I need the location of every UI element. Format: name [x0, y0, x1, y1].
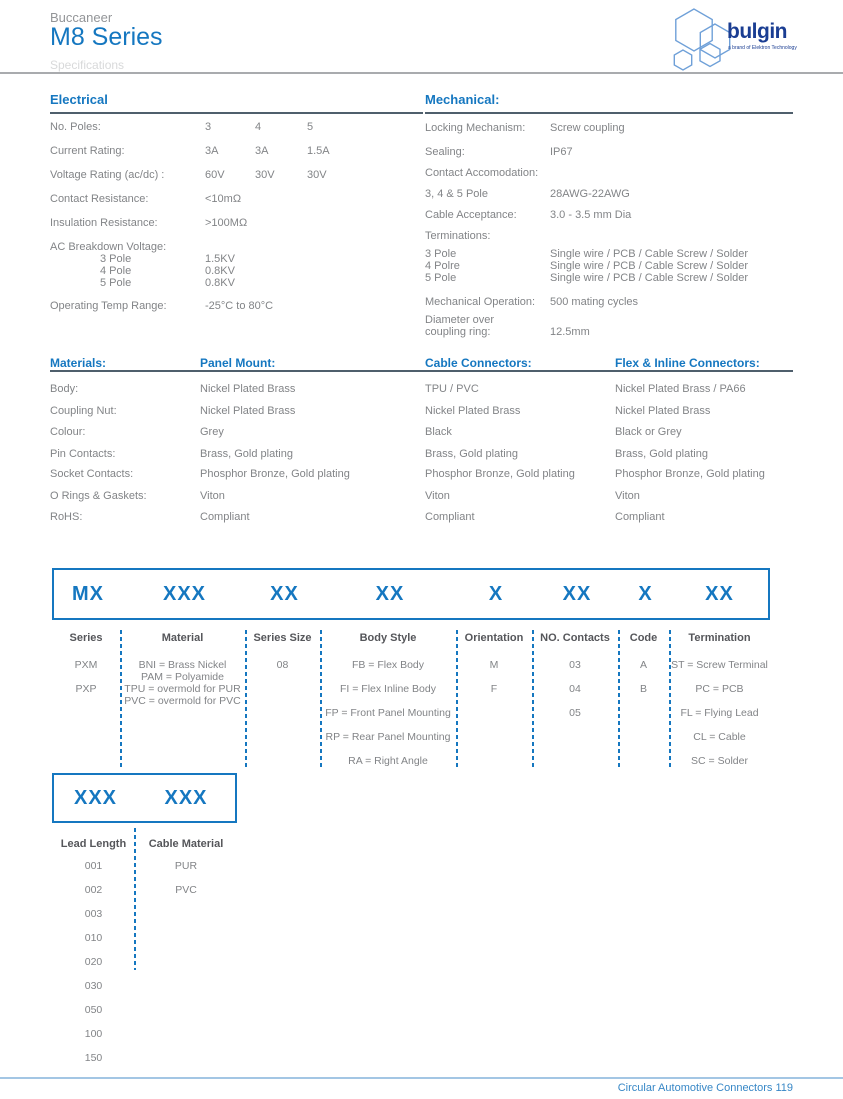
pn-option: PVC = overmold for PVC [124, 695, 241, 707]
page-title: M8 Series [50, 23, 163, 51]
cell: Nickel Plated Brass [615, 405, 711, 417]
materials-rule [50, 370, 793, 372]
pn-option: SC = Solder [691, 755, 748, 767]
spec-value: 5 [307, 121, 314, 133]
spec-row [425, 272, 793, 284]
spec-label: coupling ring: [425, 326, 491, 338]
electrical-title: Electrical [50, 92, 423, 114]
bulgin-logo [663, 4, 808, 70]
spec-row [425, 146, 793, 158]
spec-row [425, 188, 793, 200]
spec-value: 30V [255, 169, 275, 181]
pn-option: M [489, 659, 499, 671]
spec-row [50, 169, 423, 181]
materials-header: Materials: [50, 356, 107, 370]
pn-option: 04 [569, 683, 581, 695]
spec-value: 0.8KV [205, 277, 235, 289]
spec-label: Diameter over [425, 314, 495, 326]
cable-connectors-header: Cable Connectors: [425, 356, 532, 370]
spec-row [425, 296, 793, 308]
pn-column-header: Orientation [464, 632, 524, 644]
spec-value: 500 mating cycles [550, 296, 639, 308]
pn-code: XX [270, 583, 299, 605]
pn-column-series [52, 630, 120, 768]
cell: Viton [200, 490, 225, 502]
row-label: Socket Contacts: [50, 468, 134, 480]
lead-option: 020 [84, 956, 103, 968]
spec-row [50, 145, 423, 157]
pn-column-material [120, 630, 245, 768]
spec-row [50, 300, 423, 312]
logo-tagline: a brand of Elektron Technology [728, 45, 797, 51]
part-number-legend [52, 630, 770, 768]
spec-row [50, 121, 423, 133]
spec-row [425, 260, 793, 272]
pn-option: 05 [569, 707, 581, 719]
row-label: Colour: [50, 426, 86, 438]
lead-option: 002 [84, 884, 103, 896]
row-label: O Rings & Gaskets: [50, 490, 147, 502]
pn-code: X [488, 583, 504, 605]
spec-value: 1.5A [307, 145, 330, 157]
spec-value: 3 [205, 121, 212, 133]
spec-label: 3 Pole [100, 253, 132, 265]
spec-value: 60V [205, 169, 225, 181]
cell: Grey [200, 426, 224, 438]
pn-code: XX [562, 583, 592, 605]
lead-code: XXX [164, 787, 208, 809]
cell: Compliant [425, 511, 475, 523]
lead-length-box [52, 773, 237, 823]
spec-row [50, 265, 473, 277]
footer-page-label: Circular Automotive Connectors 119 [617, 1082, 793, 1094]
cell: Nickel Plated Brass / PA66 [615, 383, 746, 395]
pn-column-series-size [245, 630, 320, 768]
electrical-section [50, 92, 423, 332]
pn-code: MX [72, 583, 104, 605]
pn-column-termination [669, 630, 770, 768]
spec-label: 3 Pole [425, 248, 457, 260]
cell: TPU / PVC [425, 383, 479, 395]
spec-value: >100MΩ [205, 217, 248, 229]
pn-option: PXM [74, 659, 98, 671]
cable-material-header: Cable Material [148, 838, 224, 850]
cell: Nickel Plated Brass [200, 405, 296, 417]
lead-length-legend [52, 828, 237, 1068]
spec-value: Single wire / PCB / Cable Screw / Solder [550, 248, 749, 260]
spec-row [50, 217, 423, 229]
spec-row [425, 248, 793, 260]
spec-value: -25°C to 80°C [205, 300, 274, 312]
pn-column-code [618, 630, 669, 768]
row-label: Pin Contacts: [50, 448, 116, 460]
part-number-box [52, 568, 770, 620]
cell: Compliant [615, 511, 665, 523]
row-label: Coupling Nut: [50, 405, 117, 417]
spec-label: No. Poles: [50, 121, 101, 133]
spec-row [50, 253, 473, 265]
lead-option: 150 [84, 1052, 103, 1064]
spec-row [425, 314, 793, 326]
pn-option: BNI = Brass Nickel [138, 659, 227, 671]
pn-column-orientation [456, 630, 532, 768]
spec-label: Voltage Rating (ac/dc) : [50, 169, 165, 181]
pn-code: X [638, 583, 653, 605]
header-rule [0, 72, 843, 74]
cell: Black or Grey [615, 426, 682, 438]
flex-inline-header: Flex & Inline Connectors: [615, 356, 760, 370]
spec-row [50, 241, 423, 253]
spec-label: Current Rating: [50, 145, 125, 157]
pn-column-header: Series [69, 632, 103, 644]
pn-column-header: Code [629, 632, 658, 644]
cell: Phosphor Bronze, Gold plating [200, 468, 350, 480]
spec-label: Insulation Resistance: [50, 217, 158, 229]
pn-option: CL = Cable [693, 731, 746, 743]
spec-label: 4 Polre [425, 260, 460, 272]
spec-value: 3.0 - 3.5 mm Dia [550, 209, 632, 221]
mechanical-title: Mechanical: [425, 92, 793, 114]
lead-option: 010 [84, 932, 103, 944]
pn-column-no-contacts [532, 630, 618, 768]
pn-option: PC = PCB [695, 683, 744, 695]
brand-name: Buccaneer [50, 10, 113, 25]
spec-row [425, 230, 793, 242]
pn-column-header: Termination [688, 632, 751, 644]
spec-label: AC Breakdown Voltage: [50, 241, 167, 253]
spec-value: Single wire / PCB / Cable Screw / Solder [550, 260, 749, 272]
lead-option: 100 [84, 1028, 103, 1040]
lead-option: 030 [84, 980, 103, 992]
pn-code: XX [705, 583, 734, 605]
pn-option: RA = Right Angle [348, 755, 428, 767]
pn-option: TPU = overmold for PUR [124, 683, 241, 695]
mechanical-section [425, 92, 793, 352]
row-label: Body: [50, 383, 79, 395]
cable-material-column [135, 828, 237, 1068]
lead-length-header: Lead Length [60, 838, 127, 850]
pn-column-body-style [320, 630, 456, 768]
spec-label: Cable Acceptance: [425, 209, 517, 221]
spec-row [50, 193, 423, 205]
lead-option: 001 [84, 860, 103, 872]
spec-row [425, 326, 793, 338]
pn-column-header: Material [161, 632, 204, 644]
pn-option: FP = Front Panel Mounting [325, 707, 451, 719]
spec-value: 3A [205, 145, 219, 157]
spec-value: 12.5mm [550, 326, 590, 338]
pn-option: 03 [569, 659, 581, 671]
spec-label: Terminations: [425, 230, 491, 242]
lead-option: 003 [84, 908, 103, 920]
spec-label: Operating Temp Range: [50, 300, 167, 312]
pn-option: 08 [276, 659, 289, 671]
pn-option: RP = Rear Panel Mounting [325, 731, 451, 743]
pn-column-header: Body Style [359, 632, 417, 644]
spec-value: Single wire / PCB / Cable Screw / Solder [550, 272, 749, 284]
logo-wordmark: bulgin [727, 20, 787, 43]
spec-label: 4 Pole [100, 265, 132, 277]
spec-value: 3A [255, 145, 269, 157]
pn-option: ST = Screw Terminal [671, 659, 768, 671]
cable-option: PUR [174, 860, 198, 872]
cell: Brass, Gold plating [200, 448, 293, 460]
cell: Phosphor Bronze, Gold plating [425, 468, 575, 480]
spec-value: <10mΩ [205, 193, 242, 205]
pn-option: FL = Flying Lead [680, 707, 759, 719]
cell: Phosphor Bronze, Gold plating [615, 468, 765, 480]
cell: Brass, Gold plating [615, 448, 708, 460]
pn-column-header: Series Size [253, 632, 312, 644]
cell: Nickel Plated Brass [200, 383, 296, 395]
lead-option: 050 [84, 1004, 103, 1016]
spec-value: 4 [255, 121, 262, 133]
pn-option: A [639, 659, 647, 671]
cell: Black [425, 426, 452, 438]
spec-label: Contact Accomodation: [425, 167, 539, 179]
lead-code: XXX [73, 787, 118, 809]
spec-row [425, 167, 793, 179]
pn-option: B [639, 683, 647, 695]
pn-option: FB = Flex Body [351, 659, 425, 671]
cell: Viton [615, 490, 640, 502]
page-subtitle: Specifications [50, 58, 125, 72]
spec-value: 28AWG-22AWG [550, 188, 630, 200]
spec-label: 3, 4 & 5 Pole [425, 188, 488, 200]
spec-row [425, 209, 793, 221]
lead-length-column [52, 828, 135, 1068]
pn-code: XXX [162, 583, 207, 605]
pn-column-header: NO. Contacts [540, 632, 610, 644]
spec-label: Locking Mechanism: [425, 122, 526, 134]
pn-option: F [490, 683, 498, 695]
spec-value: 30V [307, 169, 327, 181]
row-label: RoHS: [50, 511, 83, 523]
pn-code: XX [375, 583, 405, 605]
spec-value: 1.5KV [205, 253, 235, 265]
spec-label: 5 Pole [100, 277, 132, 289]
materials-section [50, 354, 793, 529]
spec-value: IP67 [550, 146, 573, 158]
pn-option: FI = Flex Inline Body [339, 683, 436, 695]
cable-option: PVC [175, 884, 197, 896]
cell: Brass, Gold plating [425, 448, 518, 460]
spec-row [425, 122, 793, 134]
pn-option: PAM = Polyamide [141, 671, 224, 683]
pn-option: PXP [75, 683, 97, 695]
spec-label: Mechanical Operation: [425, 296, 536, 308]
cell: Nickel Plated Brass [425, 405, 521, 417]
spec-label: Sealing: [425, 146, 465, 158]
spec-label: 5 Pole [425, 272, 457, 284]
cell: Compliant [200, 511, 250, 523]
cell: Viton [425, 490, 450, 502]
panel-mount-header: Panel Mount: [200, 356, 276, 370]
spec-value: Screw coupling [550, 122, 625, 134]
spec-row [50, 277, 473, 289]
footer-rule [0, 1077, 843, 1079]
spec-label: Contact Resistance: [50, 193, 149, 205]
spec-value: 0.8KV [205, 265, 235, 277]
